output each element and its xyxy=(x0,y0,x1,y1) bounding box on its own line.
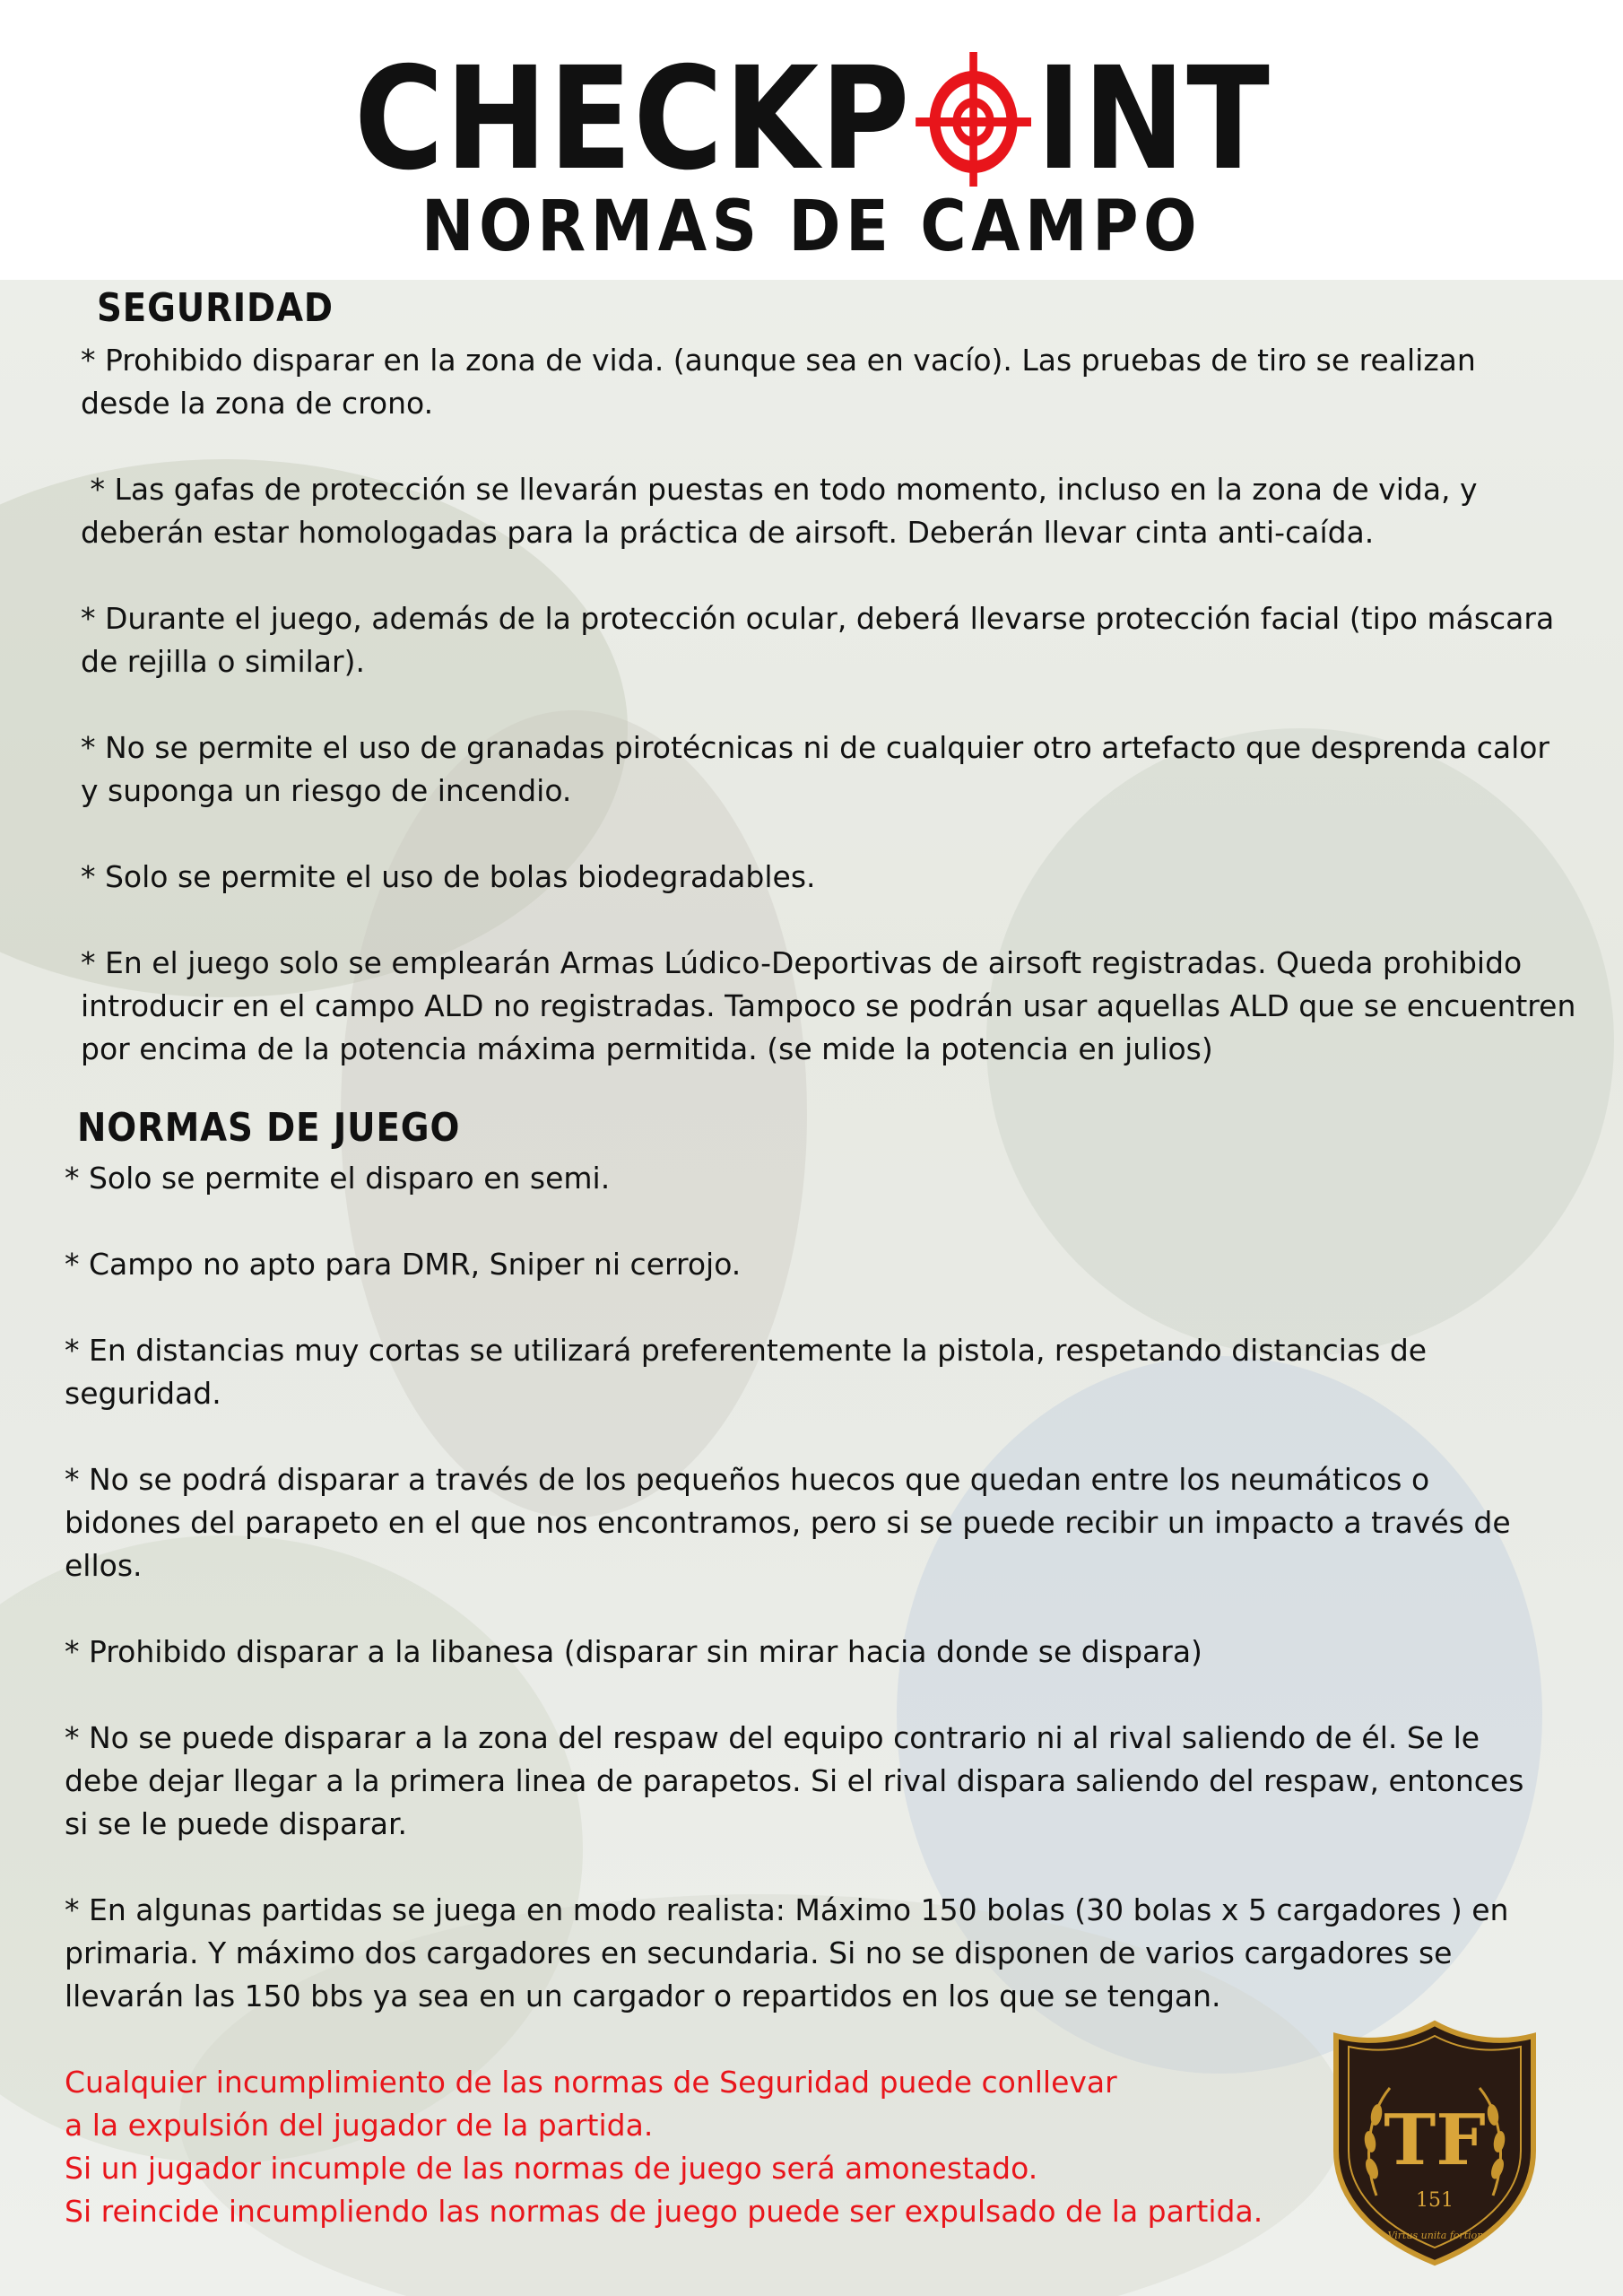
seguridad-rule: * No se permite el uso de granadas pirotécnicas ni de cualquier otro artefacto que desprenda calor y suponga un riesgo de incendio. xyxy=(81,730,1549,808)
juego-rule: * En distancias muy cortas se utilizará preferentemente la pistola, respetando distancias de seguridad. xyxy=(65,1333,1428,1411)
seguridad-rule: * Prohibido disparar en la zona de vida. (aunque sea en vacío). Las pruebas de tiro se realizan desde la zona de crono. xyxy=(81,343,1476,421)
seguridad-rule: * Solo se permite el uso de bolas biodegradables. xyxy=(81,859,816,894)
seguridad-rule: * Durante el juego, además de la protección ocular, deberá llevarse protección facial (tipo máscara de rejilla o similar). xyxy=(81,601,1555,679)
juego-rule: * En algunas partidas se juega en modo realista: Máximo 150 bolas (30 bolas x 5 cargadores ) en primaria. Y máximo dos cargadores en secundaria. Si no se disponen de varios cargadores se llevarán las 150 bbs ya sea en un cargador o repartidos en los que se tengan. xyxy=(65,1892,1509,2013)
section-title-normas-de-juego: NORMAS DE JUEGO xyxy=(77,1105,461,1151)
juego-rule: * No se puede disparar a la zona del respaw del equipo contrario ni al rival saliendo de él. Se le debe dejar llegar a la primera linea de parapetos. Si el rival dispara saliendo del respaw, entonces si se le puede disparar. xyxy=(65,1720,1524,1841)
juego-rule: * Solo se permite el disparo en semi. xyxy=(65,1161,611,1196)
warning-line: Cualquier incumplimiento de las normas de Seguridad puede conllevar xyxy=(65,2065,1117,2100)
juego-rule: * No se podrá disparar a través de los pequeños huecos que quedan entre los neumáticos o bidones del parapeto en el que nos encontramos, pero si se puede recibir un impacto a través de ellos. xyxy=(65,1462,1511,1583)
section-title-seguridad: SEGURIDAD xyxy=(97,285,334,331)
warning-line: Si reincide incumpliendo las normas de juego puede ser expulsado de la partida. xyxy=(65,2194,1263,2229)
seguridad-rule: * En el juego solo se emplearán Armas Lúdico-Deportivas de airsoft registradas. Queda prohibido introducir en el campo ALD no registradas. Tampoco se podrán usar aquellas ALD que se encuentren por encima de la potencia máxima permitida. (se mide la potencia en julios) xyxy=(81,945,1576,1066)
page-subtitle: NORMAS DE CAMPO xyxy=(421,187,1202,267)
seguridad-rule: * Las gafas de protección se llevarán puestas en todo momento, incluso en la zona de vida, y deberán estar homologadas para la práctica de airsoft. Deberán llevar cinta anti-caída. xyxy=(81,472,1488,550)
badge-number: 151 xyxy=(1416,2189,1454,2212)
badge-initials: TF xyxy=(1384,2100,1486,2181)
juego-rule: * Prohibido disparar a la libanesa (disparar sin mirar hacia donde se dispara) xyxy=(65,1634,1202,1669)
warning-line: a la expulsión del jugador de la partida. xyxy=(65,2108,654,2143)
logo-text-part1: CHECKP xyxy=(354,37,912,202)
team-badge-logo xyxy=(1327,2016,1542,2269)
warning-notice xyxy=(65,2061,1320,2233)
logo-text-part2: INT xyxy=(1036,37,1271,202)
juego-rule: * Campo no apto para DMR, Sniper ni cerrojo. xyxy=(65,1247,742,1282)
badge-motto: Virtus unita fortior xyxy=(1387,2230,1482,2241)
warning-line: Si un jugador incumple de las normas de juego será amonestado. xyxy=(65,2151,1038,2186)
